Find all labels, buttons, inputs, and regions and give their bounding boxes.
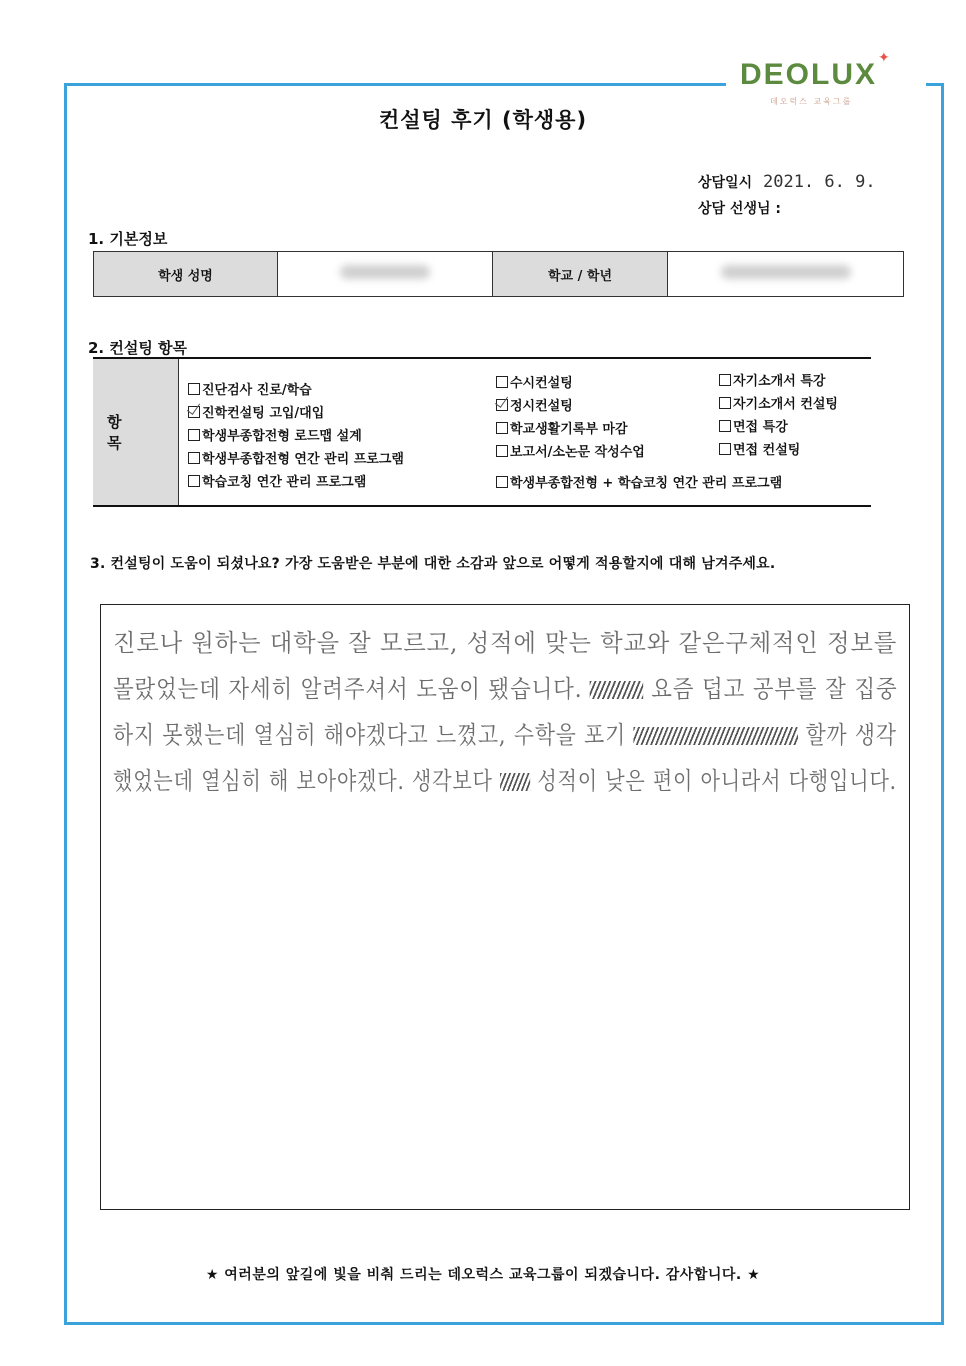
checkbox-icon[interactable] (496, 376, 508, 388)
consulting-items-table (93, 357, 871, 507)
checkbox-icon[interactable] (188, 452, 200, 464)
star-icon: ✦ (878, 50, 890, 66)
item-interview-consulting[interactable]: 면접 컨설팅 (719, 439, 800, 458)
consult-teacher-label: 상담 선생님 : (698, 201, 781, 217)
redacted-name (340, 265, 430, 279)
handwritten-line-2: 몰랐었는데 자세히 알려주셔서 도움이 됐습니다. 요즘 덥고 공부를 잘 집중 (113, 675, 898, 703)
consult-date (698, 172, 876, 192)
checkbox-icon[interactable] (496, 445, 508, 457)
handwritten-line-3: 하지 못했는데 열심히 해야겠다고 느꼈고, 수학을 포기 할까 생각 (113, 721, 897, 749)
school-grade-label: 학교 / 학년 (493, 252, 668, 297)
redacted-school (721, 265, 851, 279)
checkbox-icon[interactable] (188, 429, 200, 441)
consult-date-value: 2021. 6. 9. (762, 172, 876, 192)
checkbox-icon[interactable] (719, 420, 731, 432)
checkbox-icon[interactable] (719, 397, 731, 409)
checkbox-icon[interactable] (719, 374, 731, 386)
checkbox-icon[interactable] (719, 443, 731, 455)
item-school-record[interactable]: 학교생활기록부 마감 (496, 418, 628, 437)
checkbox-icon[interactable] (188, 475, 200, 487)
deolux-logo (740, 50, 900, 108)
item-roadmap-design[interactable]: 학생부종합전형 로드맵 설계 (188, 425, 362, 444)
items-header-label: 항 목 (93, 359, 179, 505)
item-regular-admission[interactable]: 정시컨설팅 (496, 395, 573, 414)
logo-subtitle: 데오럭스 교육그룹 (770, 97, 853, 106)
item-study-coaching[interactable]: 학습코칭 연간 관리 프로그램 (188, 471, 366, 490)
item-annual-management[interactable]: 학생부종합전형 연간 관리 프로그램 (188, 448, 404, 467)
item-admission-consulting[interactable]: 진학컨설팅 고입/대입 (188, 402, 324, 421)
school-grade-value (668, 252, 904, 297)
item-report-writing[interactable]: 보고서/소논문 작성수업 (496, 441, 645, 460)
handwritten-line-1: 진로나 원하는 대학을 잘 모르고, 성적에 맞는 학교와 같은구체적인 정보를 (113, 629, 898, 657)
checkbox-checked-icon[interactable] (188, 406, 200, 418)
item-essay-lecture[interactable]: 자기소개서 특강 (719, 370, 825, 389)
footer-message: ★ 여러분의 앞길에 빛을 비춰 드리는 데오럭스 교육그룹이 되겠습니다. 감사합니다. ★ (205, 1267, 761, 1283)
feedback-question: 3. 컨설팅이 도움이 되셨나요? 가장 도움받은 부분에 대한 소감과 앞으로 어떻게 적용할지에 대해 남겨주세요. (90, 556, 776, 572)
item-essay-consulting[interactable]: 자기소개서 컨설팅 (719, 393, 838, 412)
student-name-value (278, 252, 493, 297)
consult-date-label: 상담일시 (698, 175, 753, 191)
page-title: 컨설팅 후기 (학생용) (378, 108, 588, 132)
item-combined-program[interactable]: 학생부종합전형 + 학습코칭 연간 관리 프로그램 (496, 472, 782, 491)
feedback-answer-box[interactable] (100, 604, 910, 1210)
checkbox-icon[interactable] (496, 476, 508, 488)
student-name-label: 학생 성명 (94, 252, 278, 297)
checkbox-checked-icon[interactable] (496, 399, 508, 411)
section-items-title: 2. 컨설팅 항목 (88, 339, 188, 357)
item-interview-lecture[interactable]: 면접 특강 (719, 416, 788, 435)
handwritten-line-4: 했었는데 열심히 해 보아야겠다. 생각보다 성적이 낮은 편이 아니라서 다행입니다. (113, 767, 897, 795)
scribble-mark (590, 681, 643, 699)
section-basic-info-title: 1. 기본정보 (88, 230, 168, 248)
item-early-admission[interactable]: 수시컨설팅 (496, 372, 573, 391)
checkbox-icon[interactable] (188, 383, 200, 395)
basic-info-table (93, 251, 904, 297)
scribble-mark (500, 773, 530, 791)
scribble-mark (634, 727, 799, 745)
logo-wordmark: DEOLUX (740, 58, 878, 91)
checkbox-icon[interactable] (496, 422, 508, 434)
item-diagnostic-test[interactable]: 진단검사 진로/학습 (188, 379, 312, 398)
